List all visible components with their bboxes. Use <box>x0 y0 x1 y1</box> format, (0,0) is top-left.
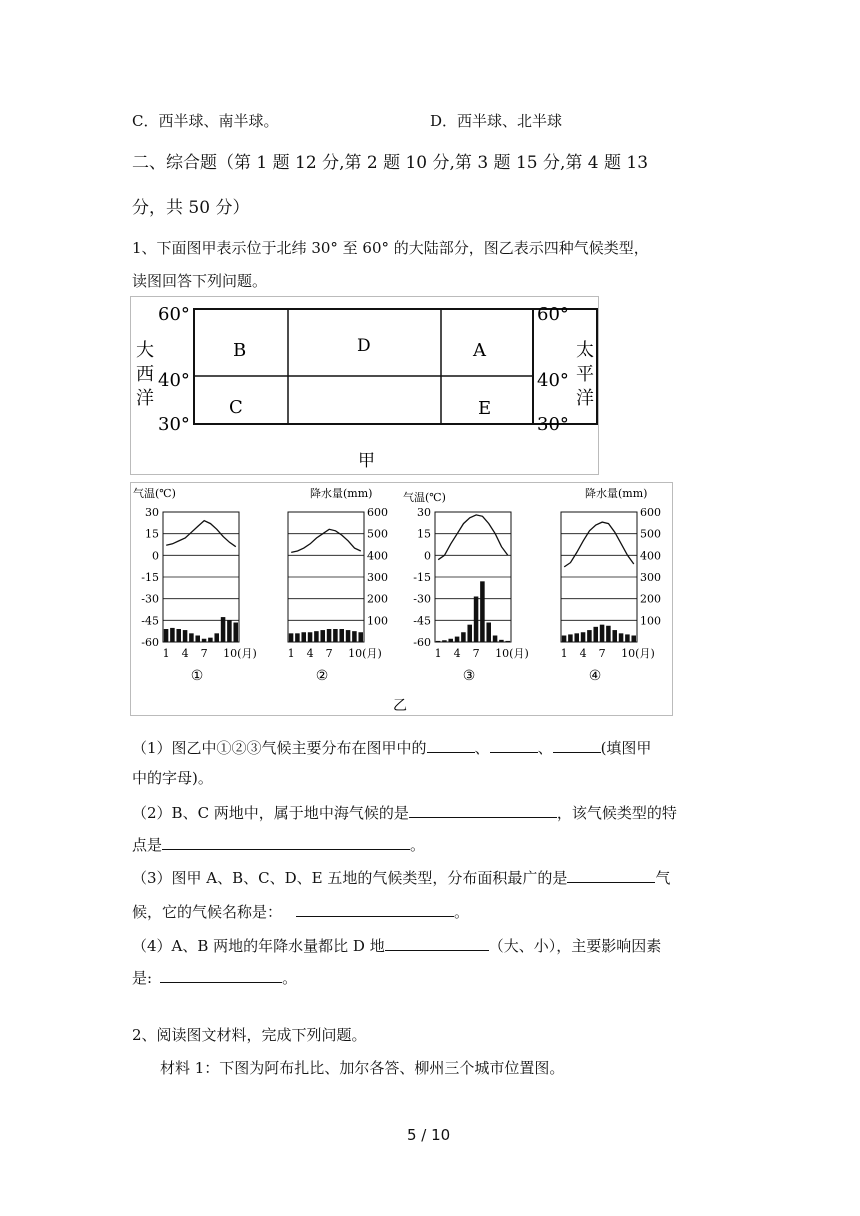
precip-tick-label: 200 <box>367 592 388 606</box>
answer-blank-8[interactable] <box>385 934 489 951</box>
answer-blank-9[interactable] <box>160 966 282 983</box>
q1-sub1-line1 <box>132 736 651 758</box>
right-ocean-3: 洋 <box>576 388 594 409</box>
q1-sub4-tail: （大、小），主要影响因素 <box>488 937 662 955</box>
month-tick-label: 7 <box>200 647 208 660</box>
month-tick-label: 10(月) <box>223 647 257 660</box>
q1-sub3-line1 <box>132 866 670 888</box>
month-tick-label: 4 <box>306 647 314 660</box>
precip-bar <box>314 631 319 642</box>
temp-tick-label: 15 <box>145 527 159 541</box>
precip-bar <box>339 629 344 642</box>
chart-number-label: ① <box>190 668 204 684</box>
q1-sub4-line1 <box>132 934 661 956</box>
precip-bar <box>233 623 238 643</box>
precip-tick-label: 400 <box>640 549 661 563</box>
precip-bar <box>295 633 300 642</box>
precip-bar <box>461 632 466 642</box>
left-ocean-1: 大 <box>136 340 154 361</box>
period: 。 <box>282 969 298 987</box>
month-tick-label: 1 <box>560 647 568 660</box>
precip-bar <box>289 633 294 642</box>
sep: 、 <box>474 739 490 757</box>
lat-left-30: 30° <box>158 414 190 435</box>
precip-bar <box>486 623 491 643</box>
temp-tick-label: 30 <box>145 506 159 519</box>
month-tick-label: 7 <box>472 647 480 660</box>
option-d: D．西半球、北半球 <box>430 112 563 130</box>
precip-bar <box>574 633 579 642</box>
q1-sub4-line2 <box>132 966 297 988</box>
temp-tick-label: -45 <box>141 614 159 628</box>
precip-bar <box>308 632 313 642</box>
q1-sub3-prefix: 候，它的气候名称是： <box>132 903 283 921</box>
q1-sub2-text: （2）B、C 两地中，属于地中海气候的是 <box>132 804 409 822</box>
temp-tick-label: 0 <box>152 549 159 563</box>
temp-axis-label-left: 气温(℃) <box>133 487 176 500</box>
answer-blank-3[interactable] <box>553 736 601 753</box>
answer-blank-1[interactable] <box>427 736 475 753</box>
region-e: E <box>478 398 492 419</box>
q1-intro-line2: 读图回答下列问题。 <box>132 272 268 290</box>
q1-sub4-prefix: 是: <box>132 969 153 987</box>
temp-tick-label: -15 <box>141 571 159 584</box>
precip-bar <box>195 636 200 643</box>
temp-tick-label: -60 <box>413 636 431 649</box>
lat-left-40: 40° <box>158 370 190 391</box>
precip-bar <box>619 633 624 642</box>
precip-tick-label: 200 <box>640 592 661 606</box>
month-tick-label: 10(月) <box>621 647 655 660</box>
q1-intro-line1: 1、下面图甲表示位于北纬 30° 至 60° 的大陆部分，图乙表示四种气候类型， <box>132 239 649 257</box>
precip-bar <box>164 629 169 642</box>
q2-material1: 材料 1：下图为阿布扎比、加尔各答、柳州三个城市位置图。 <box>160 1059 565 1077</box>
chart-number-label: ④ <box>588 668 602 684</box>
precip-bar <box>625 634 630 642</box>
month-tick-label: 7 <box>598 647 606 660</box>
precip-bar <box>320 630 325 642</box>
chart-number-label: ② <box>315 668 329 684</box>
precip-bar <box>358 632 363 642</box>
q1-sub2-line2 <box>132 833 425 855</box>
month-tick-label: 1 <box>287 647 295 660</box>
precip-bar <box>352 631 357 642</box>
precip-tick-label: 600 <box>367 506 388 519</box>
precip-axis-label-right: 降水量(mm) <box>585 487 648 500</box>
sep: 、 <box>537 739 553 757</box>
precip-bar <box>581 632 586 642</box>
month-tick-label: 10(月) <box>495 647 529 660</box>
precip-tick-label: 100 <box>640 614 661 628</box>
precip-bar <box>448 639 453 642</box>
precip-bar <box>208 638 213 642</box>
precip-tick-label: 500 <box>367 527 388 541</box>
q1-sub2-tail: ，该气候类型的特 <box>556 804 677 822</box>
answer-blank-5[interactable] <box>162 833 410 850</box>
precip-bar <box>505 641 510 642</box>
precip-bar <box>474 597 479 643</box>
chart-number-label: ③ <box>462 668 476 684</box>
precip-bar <box>189 633 194 642</box>
precip-bar <box>587 630 592 642</box>
precip-tick-label: 400 <box>367 549 388 563</box>
temp-axis-label-mid: 气温(℃) <box>403 491 446 504</box>
month-tick-label: 4 <box>453 647 461 660</box>
period: 。 <box>454 903 470 921</box>
answer-blank-7[interactable] <box>296 900 454 917</box>
climate-charts-yi <box>130 482 673 716</box>
q1-sub3-tail: 气 <box>655 869 671 887</box>
region-b: B <box>233 340 247 361</box>
temp-tick-label: -30 <box>413 592 431 606</box>
precip-bar <box>221 617 226 642</box>
precip-bar <box>562 636 567 643</box>
precip-axis-label-mid: 降水量(mm) <box>310 487 373 500</box>
precip-tick-label: 300 <box>367 571 388 584</box>
lat-right-60: 60° <box>537 304 569 325</box>
temp-tick-label: 0 <box>424 549 431 563</box>
left-ocean-2: 西 <box>136 364 154 385</box>
q1-sub4-text: （4）A、B 两地的年降水量都比 D 地 <box>132 937 385 955</box>
precip-tick-label: 500 <box>640 527 661 541</box>
precip-bar <box>176 629 181 642</box>
precip-bar <box>170 628 175 642</box>
month-tick-label: 1 <box>434 647 442 660</box>
page-number: 5 / 10 <box>407 1126 451 1144</box>
precip-bar <box>333 629 338 642</box>
q1-sub2-prefix: 点是 <box>132 836 163 854</box>
section-heading-line1: 二、综合题（第 1 题 12 分,第 2 题 10 分,第 3 题 15 分,第 4 题 13 <box>132 153 649 173</box>
q1-sub1-tail: (填图甲 <box>600 739 652 757</box>
option-c: C．西半球、南半球。 <box>132 112 279 130</box>
precip-bar <box>631 636 636 643</box>
precip-bar <box>214 633 219 642</box>
precip-bar <box>612 630 617 642</box>
answer-blank-2[interactable] <box>490 736 538 753</box>
period: 。 <box>410 836 426 854</box>
month-tick-label: 4 <box>181 647 189 660</box>
precip-bar <box>499 640 504 642</box>
precip-bar <box>480 581 485 642</box>
q1-sub3-line2 <box>132 900 469 922</box>
month-tick-label: 1 <box>162 647 170 660</box>
temp-tick-label: 15 <box>417 527 431 541</box>
q2-intro: 2、阅读图文材料，完成下列问题。 <box>132 1026 367 1044</box>
precip-bar <box>436 641 441 642</box>
temp-tick-label: -60 <box>141 636 159 649</box>
month-tick-label: 7 <box>325 647 333 660</box>
region-a: A <box>473 340 486 361</box>
answer-blank-6[interactable] <box>567 866 655 883</box>
precip-bar <box>301 632 306 642</box>
left-ocean-3: 洋 <box>136 388 154 409</box>
lat-right-40: 40° <box>537 370 569 391</box>
precip-bar <box>568 634 573 642</box>
precip-bar <box>183 630 188 642</box>
right-ocean-2: 平 <box>576 364 594 385</box>
q1-sub1-line2: 中的字母)。 <box>132 769 213 787</box>
answer-blank-4[interactable] <box>409 801 557 818</box>
precip-tick-label: 100 <box>367 614 388 628</box>
map-jia-caption: 甲 <box>358 451 375 471</box>
precip-bar <box>493 636 498 643</box>
month-tick-label: 10(月) <box>348 647 382 660</box>
q1-sub3-text: （3）图甲 A、B、C、D、E 五地的气候类型，分布面积最广的是 <box>132 869 568 887</box>
precip-tick-label: 300 <box>640 571 661 584</box>
region-c: C <box>229 397 243 418</box>
precip-bar <box>606 626 611 642</box>
precip-bar <box>346 630 351 642</box>
precip-bar <box>227 620 232 642</box>
precip-bar <box>600 625 605 642</box>
precip-bar <box>327 629 332 642</box>
region-d: D <box>357 336 371 356</box>
temp-tick-label: -30 <box>141 592 159 606</box>
lat-left-60: 60° <box>158 304 190 325</box>
precip-bar <box>442 640 447 642</box>
temp-tick-label: 30 <box>417 506 431 519</box>
temp-tick-label: -45 <box>413 614 431 628</box>
q1-sub2-line1 <box>132 801 677 823</box>
month-tick-label: 4 <box>579 647 587 660</box>
precip-bar <box>593 627 598 642</box>
precip-tick-label: 600 <box>640 506 661 519</box>
right-ocean-1: 太 <box>576 340 594 361</box>
precip-bar <box>467 625 472 642</box>
q1-sub1-text: （1）图乙中①②③气候主要分布在图甲中的 <box>132 739 427 757</box>
map-jia <box>130 296 600 476</box>
section-heading-line2: 分，共 50 分） <box>132 198 250 218</box>
lat-right-30: 30° <box>537 414 569 435</box>
temp-tick-label: -15 <box>413 571 431 584</box>
precip-bar <box>202 639 207 642</box>
chart-yi-caption: 乙 <box>393 698 407 714</box>
precip-bar <box>455 637 460 642</box>
